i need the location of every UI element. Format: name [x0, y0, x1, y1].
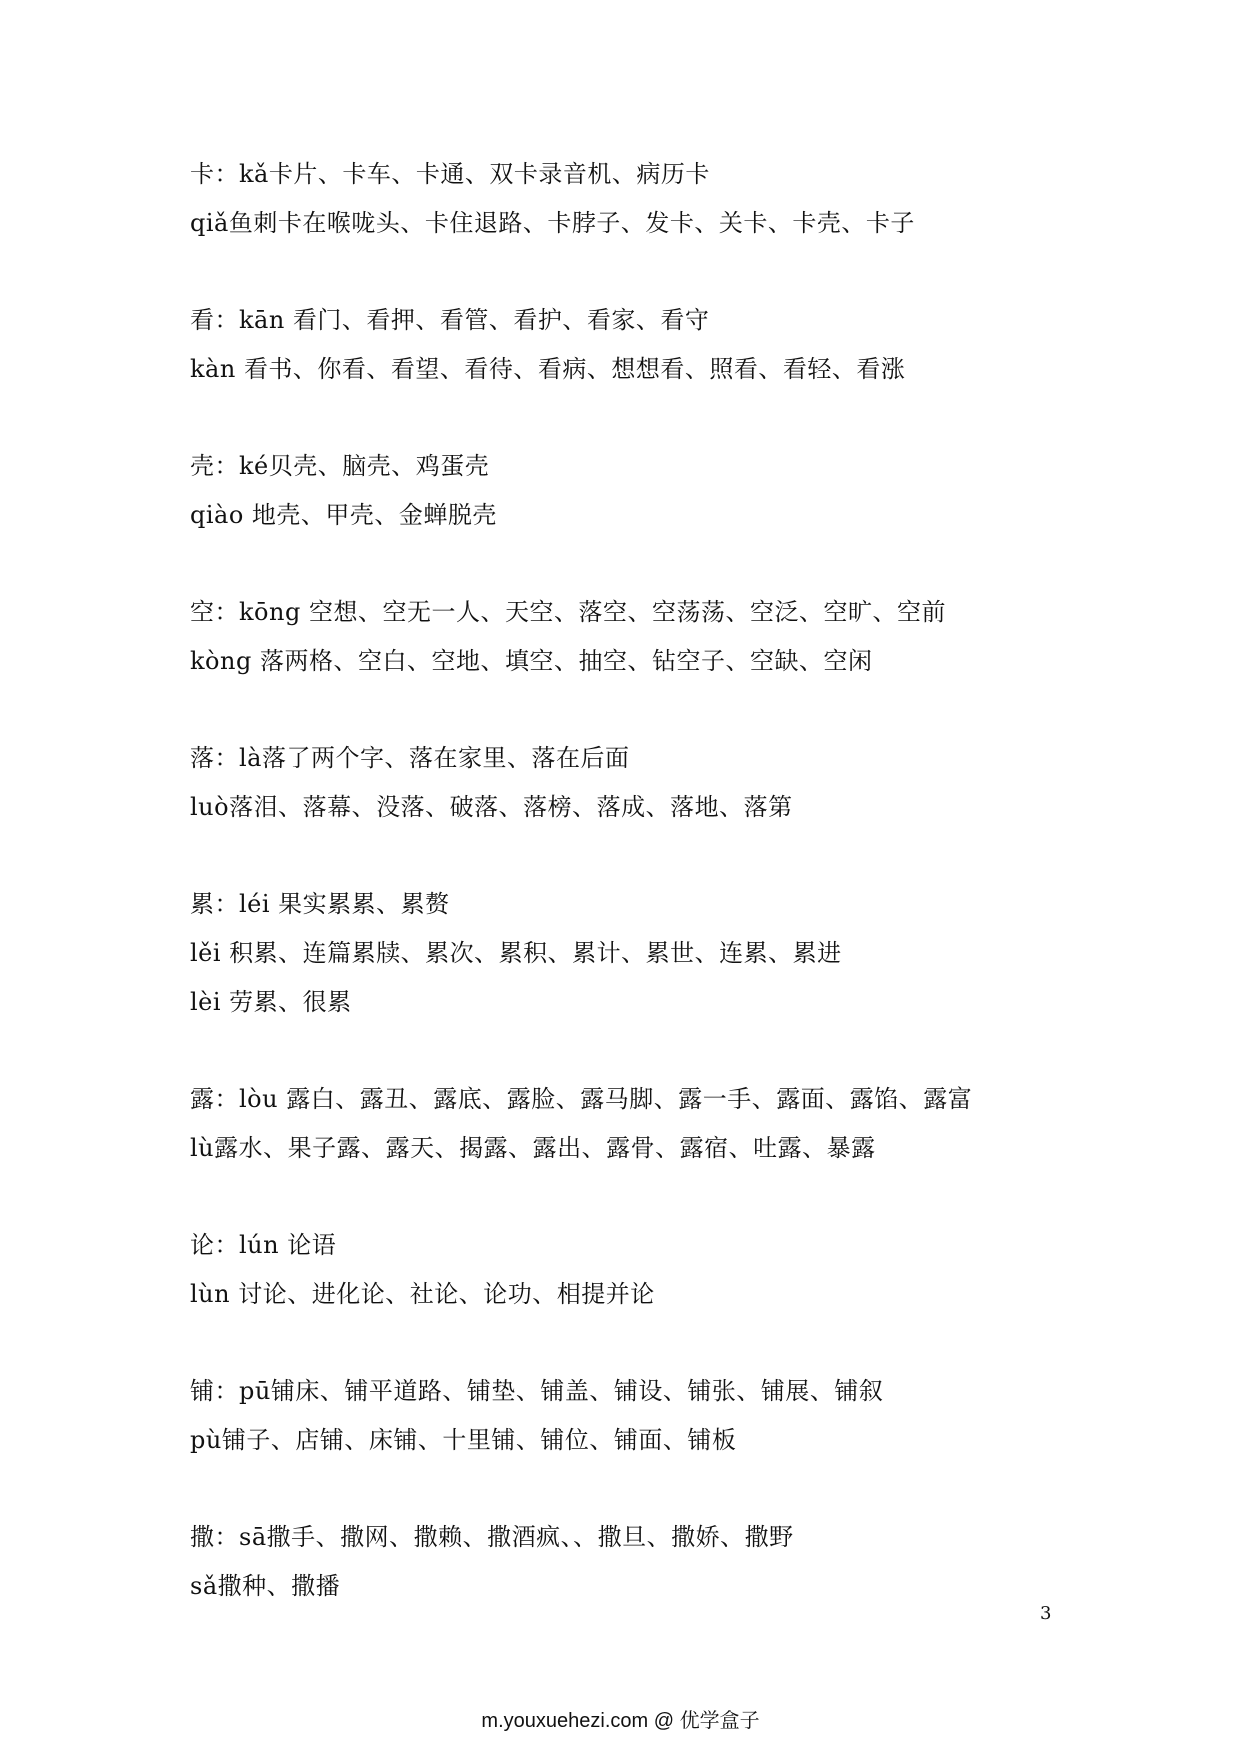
entry-kan	[190, 296, 1090, 394]
entry-line: 落：là落了两个字、落在家里、落在后面	[190, 744, 630, 772]
entry-line: kàn 看书、你看、看望、看待、看病、想想看、照看、看轻、看涨	[190, 355, 906, 383]
entry-line: 论：lún 论语	[190, 1231, 337, 1259]
entry-line: 壳：ké贝壳、脑壳、鸡蛋壳	[190, 452, 490, 480]
entry-line: lèi 劳累、很累	[190, 988, 352, 1016]
entry-line: pù铺子、店铺、床铺、十里铺、铺位、铺面、铺板	[190, 1426, 737, 1454]
entry-pu	[190, 1367, 1090, 1465]
entry-line: lùn 讨论、进化论、社论、论功、相提并论	[190, 1280, 655, 1308]
polyphonic-entries	[190, 150, 1090, 1659]
entry-sa	[190, 1513, 1090, 1611]
entry-line: 看：kān 看门、看押、看管、看护、看家、看守	[190, 306, 710, 334]
entry-lu	[190, 1075, 1090, 1173]
entry-kong	[190, 588, 1090, 686]
entry-line: kòng 落两格、空白、空地、填空、抽空、钻空子、空缺、空闲	[190, 647, 873, 675]
entry-line: qiǎ鱼刺卡在喉咙头、卡住退路、卡脖子、发卡、关卡、卡壳、卡子	[190, 209, 915, 237]
entry-line: lěi 积累、连篇累牍、累次、累积、累计、累世、连累、累进	[190, 939, 842, 967]
entry-lun	[190, 1221, 1090, 1319]
entry-line: 铺：pū铺床、铺平道路、铺垫、铺盖、铺设、铺张、铺展、铺叙	[190, 1377, 884, 1405]
entry-line: qiào 地壳、甲壳、金蝉脱壳	[190, 501, 497, 529]
entry-line: sǎ撒种、撒播	[190, 1572, 341, 1600]
entry-ke	[190, 442, 1090, 540]
entry-line: lù露水、果子露、露天、揭露、露出、露骨、露宿、吐露、暴露	[190, 1134, 876, 1162]
entry-line: luò落泪、落幕、没落、破落、落榜、落成、落地、落第	[190, 793, 793, 821]
entry-ka	[190, 150, 1090, 248]
footer-watermark: m.youxuehezi.com @ 优学盒子	[481, 1710, 760, 1732]
entry-lei	[190, 880, 1090, 1027]
entry-line: 空：kōng 空想、空无一人、天空、落空、空荡荡、空泛、空旷、空前	[190, 598, 946, 626]
page-number: 3	[1040, 1603, 1052, 1624]
entry-line: 露：lòu 露白、露丑、露底、露脸、露马脚、露一手、露面、露馅、露富	[190, 1085, 973, 1113]
entry-luo	[190, 734, 1090, 832]
entry-line: 卡：kǎ卡片、卡车、卡通、双卡录音机、病历卡	[190, 160, 710, 188]
entry-line: 撒：sā撒手、撒网、撒赖、撒酒疯、、撒旦、撒娇、撒野	[190, 1523, 794, 1551]
entry-line: 累：léi 果实累累、累赘	[190, 890, 450, 918]
